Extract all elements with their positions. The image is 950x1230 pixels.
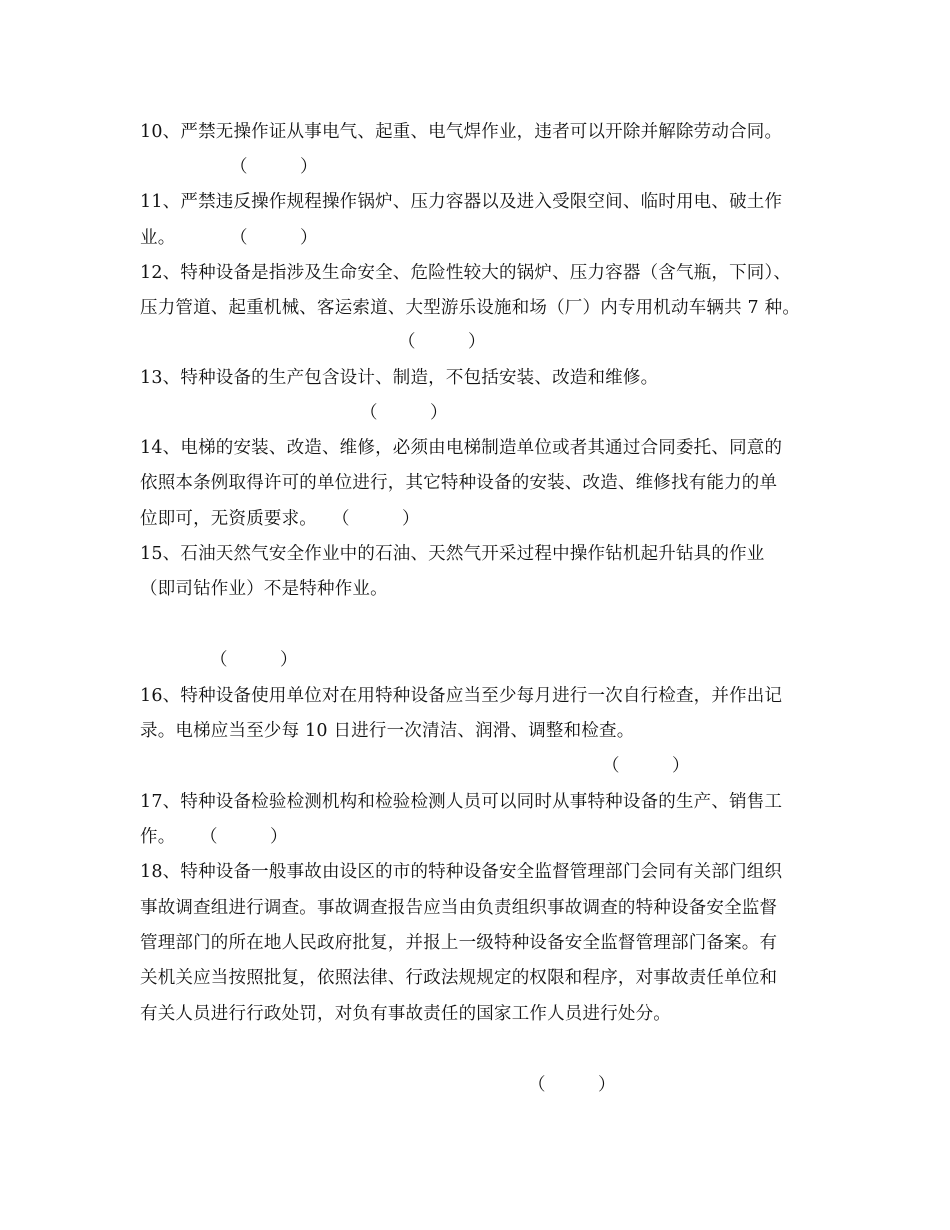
question-18-line-1: 18、特种设备一般事故由设区的市的特种设备安全监督管理部门会同有关部门组织	[140, 862, 783, 882]
question-18-line-4: 关机关应当按照批复，依照法律、行政法规规定的权限和程序，对事故责任单位和	[140, 968, 778, 988]
question-14-answer-blank: （ ）	[332, 509, 420, 529]
question-11-answer-blank: （ ）	[230, 228, 318, 248]
question-18-line-5: 有关人员进行行政处罚，对负有事故责任的国家工作人员进行处分。	[140, 1004, 671, 1024]
question-11-line-1: 11、严禁违反操作规程操作锅炉、压力容器以及进入受限空间、临时用电、破土作	[140, 192, 783, 212]
question-13-answer-blank: （ ）	[360, 403, 448, 423]
question-15-line-1: 15、石油天然气安全作业中的石油、天然气开采过程中操作钻机起升钻具的作业	[140, 544, 765, 564]
question-13-line-1: 13、特种设备的生产包含设计、制造，不包括安装、改造和维修。	[140, 368, 659, 388]
question-12-answer-blank: （ ）	[398, 332, 486, 352]
question-14-line-1: 14、电梯的安装、改造、维修，必须由电梯制造单位或者其通过合同委托、同意的	[140, 438, 783, 458]
question-10-line-1: 10、严禁无操作证从事电气、起重、电气焊作业，违者可以开除并解除劳动合同。	[140, 122, 783, 142]
question-15-answer-blank: （ ）	[210, 650, 298, 670]
question-11-line-2: 业。	[140, 228, 176, 248]
question-14-line-3: 位即可，无资质要求。	[140, 509, 317, 529]
question-10-answer-blank: （ ）	[230, 157, 318, 177]
question-16-line-2: 录。电梯应当至少每 10 日进行一次清洁、润滑、调整和检查。	[140, 721, 635, 741]
question-12-line-1: 12、特种设备是指涉及生命安全、危险性较大的锅炉、压力容器（含气瓶，下同）、	[140, 263, 792, 283]
question-17-answer-blank: （ ）	[200, 827, 288, 847]
question-18-line-3: 管理部门的所在地人民政府批复，并报上一级特种设备安全监督管理部门备案。有	[140, 933, 778, 953]
question-15-line-2: （即司钻作业）不是特种作业。	[140, 579, 388, 599]
question-18-line-2: 事故调查组进行调查。事故调查报告应当由负责组织事故调查的特种设备安全监督	[140, 898, 778, 918]
question-18-answer-blank: （ ）	[528, 1075, 616, 1095]
question-17-line-1: 17、特种设备检验检测机构和检验检测人员可以同时从事特种设备的生产、销售工	[140, 792, 783, 812]
question-12-line-2: 压力管道、起重机械、客运索道、大型游乐设施和场（厂）内专用机动车辆共 7 种。	[140, 298, 801, 318]
question-16-answer-blank: （ ）	[602, 756, 690, 776]
question-17-line-2: 作。	[140, 827, 176, 847]
question-16-line-1: 16、特种设备使用单位对在用特种设备应当至少每月进行一次自行检查，并作出记	[140, 686, 783, 706]
question-14-line-2: 依照本条例取得许可的单位进行，其它特种设备的安装、改造、维修找有能力的单	[140, 473, 778, 493]
